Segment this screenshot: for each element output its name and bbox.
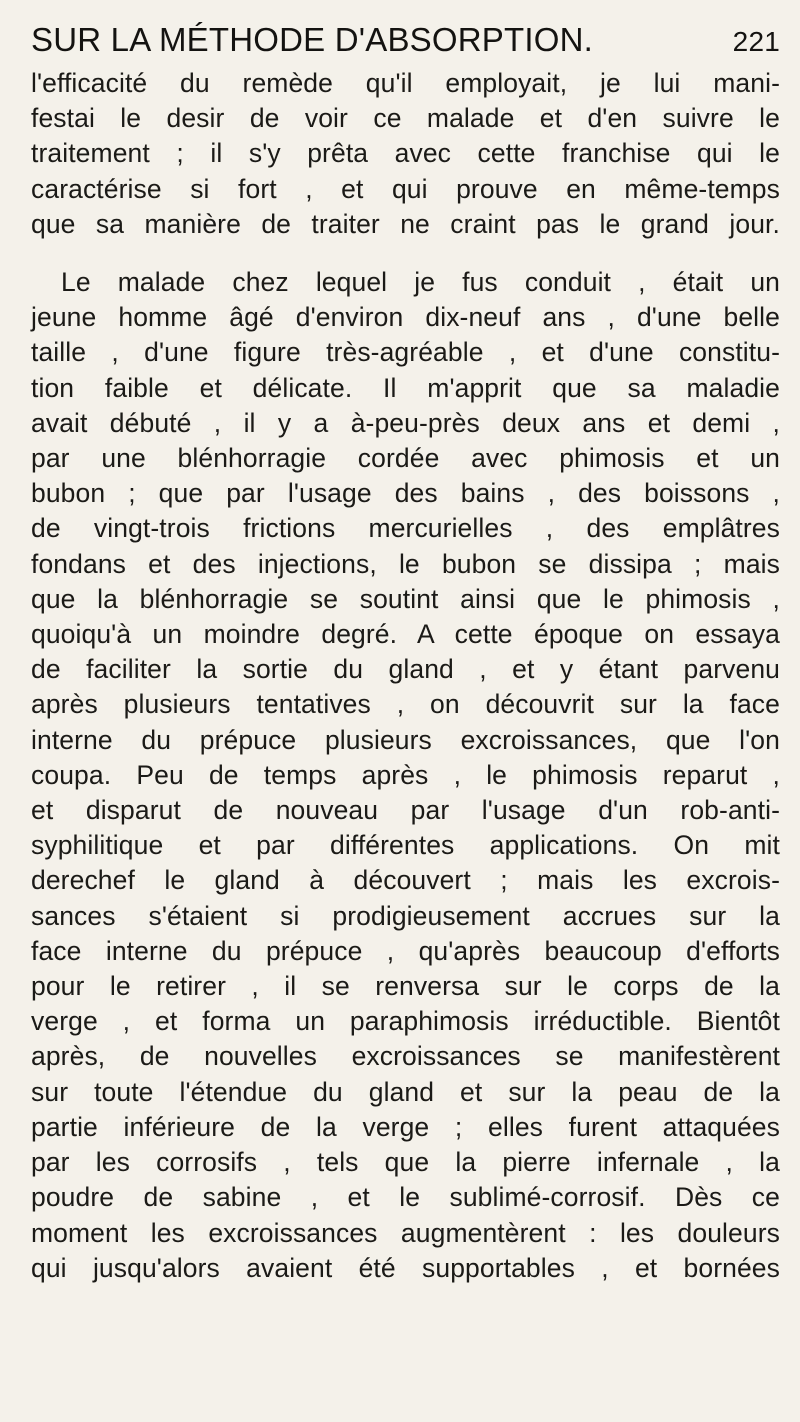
text-line: caractérise si fort , et qui prouve en même-temps bbox=[31, 173, 780, 204]
text-line: sances s'étaient si prodigieusement accrues sur la bbox=[31, 900, 780, 931]
text-line: tion faible et délicate. Il m'apprit que sa maladie bbox=[31, 372, 780, 403]
text-line: interne du prépuce plusieurs excroissances, que l'on bbox=[31, 724, 780, 755]
text-line: l'efficacité du remède qu'il employait, je lui mani- bbox=[31, 68, 780, 98]
paragraph-1 bbox=[31, 66, 780, 242]
text-line: que sa manière de traiter ne craint pas le grand jour. bbox=[31, 208, 780, 239]
text-line: bubon ; que par l'usage des bains , des boissons , bbox=[31, 478, 780, 509]
text-line: de vingt-trois frictions mercurielles , des emplâtres bbox=[31, 513, 780, 544]
text-line: poudre de sabine , et le sublimé-corrosif. Dès ce bbox=[31, 1182, 780, 1213]
paragraph-2 bbox=[31, 265, 780, 1286]
text-line: traitement ; il s'y prêta avec cette franchise qui le bbox=[31, 138, 780, 169]
text-line: jeune homme âgé d'environ dix-neuf ans , d'une belle bbox=[31, 302, 780, 333]
text-line: avait débuté , il y a à-peu-près deux ans et demi , bbox=[31, 407, 780, 438]
running-title: SUR LA MÉTHODE D'ABSORPTION. bbox=[31, 21, 593, 58]
text-line: Le malade chez lequel je fus conduit , était un bbox=[61, 267, 780, 298]
text-line: sur toute l'étendue du gland et sur la peau de la bbox=[31, 1076, 780, 1107]
body-text bbox=[31, 66, 780, 1286]
text-line: par une blénhorragie cordée avec phimosis et un bbox=[31, 443, 780, 474]
text-line: quoiqu'à un moindre degré. A cette époque on essaya bbox=[31, 619, 780, 650]
text-line: et disparut de nouveau par l'usage d'un rob-anti- bbox=[31, 795, 780, 826]
text-line: verge , et forma un paraphimosis irréductible. Bientôt bbox=[31, 1006, 780, 1037]
text-line: par les corrosifs , tels que la pierre infernale , la bbox=[31, 1147, 780, 1178]
text-line: derechef le gland à découvert ; mais les excrois- bbox=[31, 865, 780, 896]
text-line: coupa. Peu de temps après , le phimosis reparut , bbox=[31, 759, 780, 790]
text-line: festai le desir de voir ce malade et d'en suivre le bbox=[31, 103, 780, 134]
text-line: après plusieurs tentatives , on découvrit sur la face bbox=[31, 689, 780, 720]
text-line: après, de nouvelles excroissances se manifestèrent bbox=[31, 1041, 780, 1072]
text-line: syphilitique et par différentes applications. On mit bbox=[31, 830, 780, 861]
text-line: partie inférieure de la verge ; elles furent attaquées bbox=[31, 1111, 780, 1142]
running-header bbox=[31, 22, 780, 60]
text-line: pour le retirer , il se renversa sur le corps de la bbox=[31, 971, 780, 1002]
text-line: qui jusqu'alors avaient été supportables , et bornées bbox=[31, 1252, 780, 1283]
text-line: fondans et des injections, le bubon se dissipa ; mais bbox=[31, 548, 780, 579]
text-line: que la blénhorragie se soutint ainsi que le phimosis , bbox=[31, 583, 780, 614]
text-line: taille , d'une figure très-agréable , et d'une constitu- bbox=[31, 337, 780, 368]
page-number: 221 bbox=[732, 26, 780, 57]
text-line: face interne du prépuce , qu'après beaucoup d'efforts bbox=[31, 935, 780, 966]
text-line: de faciliter la sortie du gland , et y étant parvenu bbox=[31, 654, 780, 685]
text-line: moment les excroissances augmentèrent : les douleurs bbox=[31, 1217, 780, 1248]
